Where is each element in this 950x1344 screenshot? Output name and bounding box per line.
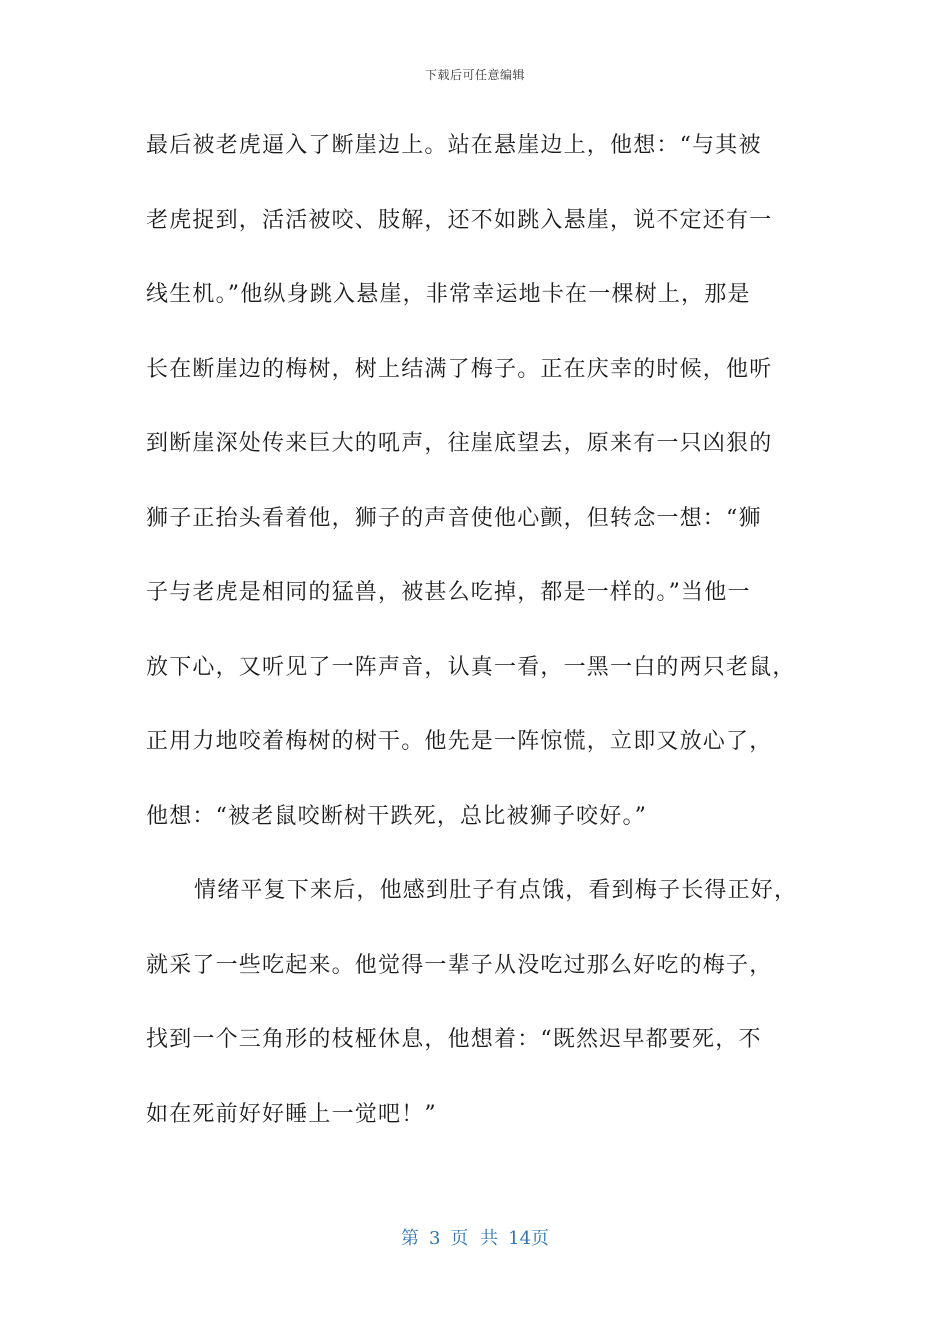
- text-line: 长在断崖边的梅树，树上结满了梅子。正在庆幸的时候，他听: [146, 356, 773, 382]
- page-footer: [0, 1224, 950, 1250]
- text-line: 放下心，又听见了一阵声音，认真一看，一黑一白的两只老鼠，: [146, 654, 796, 680]
- text-line: 他想：“被老鼠咬断树干跌死，总比被狮子咬好。”: [146, 803, 648, 829]
- text-line: 线生机。”他纵身跳入悬崖，非常幸运地卡在一棵树上，那是: [146, 282, 751, 307]
- text-line-paragraph-start: 情绪平复下来后，他感到肚子有点饿，看到梅子长得正好，: [194, 878, 798, 903]
- text-line: 老虎捉到，活活被咬、肢解，还不如跳入悬崖，说不定还有一: [146, 207, 773, 233]
- text-line: 最后被老虎逼入了断崖边上。站在悬崖边上，他想：“与其被: [146, 133, 762, 158]
- text-line: 正用力地咬着梅树的树干。他先是一阵惊慌，立即又放心了，: [146, 729, 773, 754]
- text-line: 就采了一些吃起来。他觉得一辈子从没吃过那么好吃的梅子，: [146, 952, 773, 978]
- text-line: 狮子正抬头看着他，狮子的声音使他心颤，但转念一想：“狮: [146, 505, 762, 531]
- text-line: 子与老虎是相同的猛兽，被甚么吃掉，都是一样的。”当他一: [146, 580, 751, 605]
- footer-total-pages: 14页: [508, 1228, 550, 1249]
- text-line: 找到一个三角形的枝桠休息，他想着：“既然迟早都要死，不: [146, 1027, 762, 1052]
- text-line: 如在死前好好睡上一觉吧！”: [146, 1101, 437, 1127]
- document-body: [146, 124, 806, 1167]
- footer-prefix: 第: [400, 1228, 419, 1249]
- footer-middle: 页 共: [450, 1228, 499, 1249]
- footer-current-page: 3: [428, 1228, 441, 1249]
- text-line: 到断崖深处传来巨大的吼声，往崖底望去，原来有一只凶狠的: [146, 431, 773, 456]
- page-header: 下载后可任意编辑: [424, 68, 525, 82]
